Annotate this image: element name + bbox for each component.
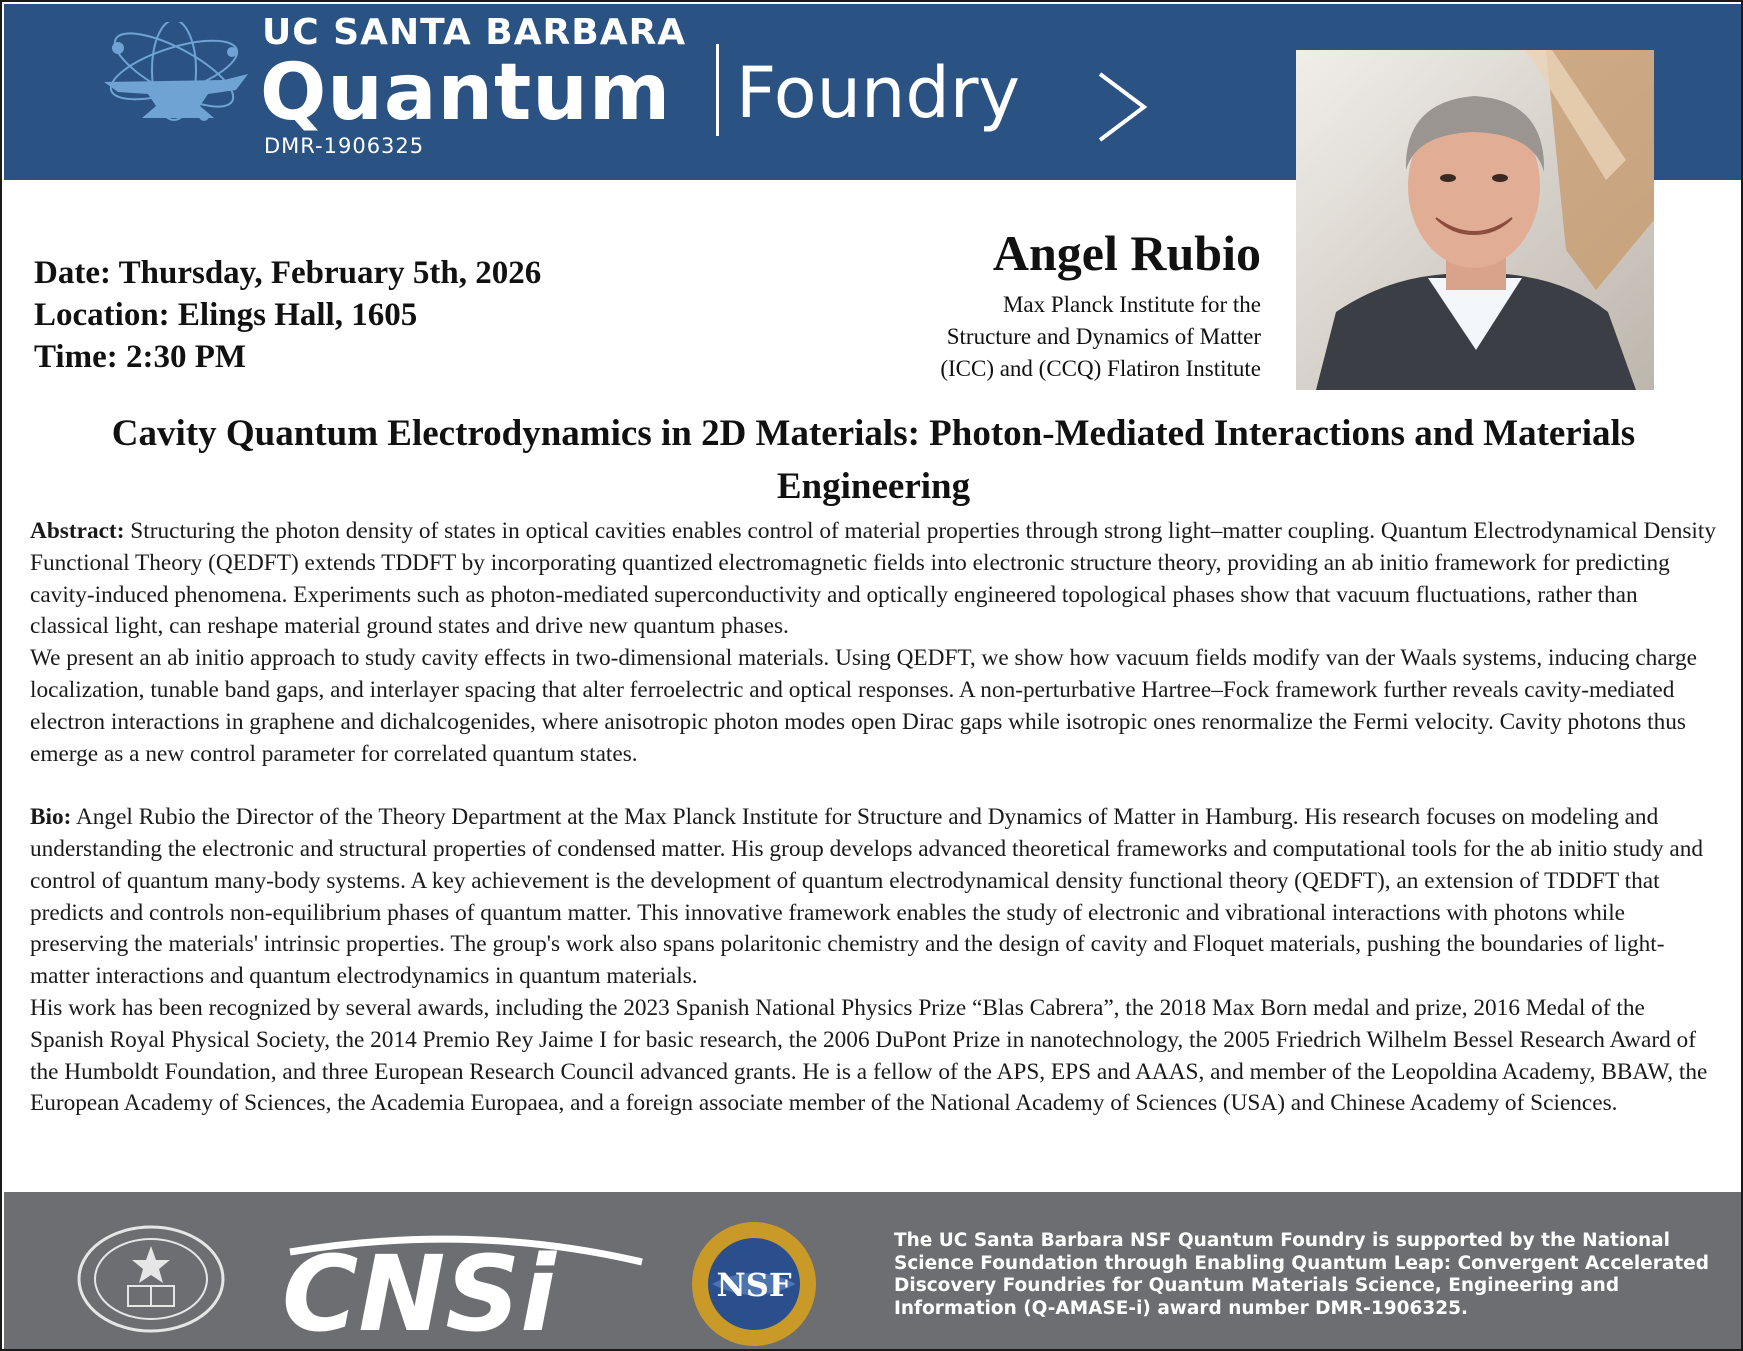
anvil-atom-logo-icon <box>96 22 256 132</box>
abstract-paragraph <box>30 516 1720 643</box>
event-date: Date: Thursday, February 5th, 2026 <box>34 255 542 291</box>
chevron-right-icon <box>1094 66 1152 148</box>
event-time: Time: 2:30 PM <box>34 339 247 375</box>
bio-label: Bio: <box>30 804 72 831</box>
funding-note: The UC Santa Barbara NSF Quantum Foundry is supported by the National Science Foundation through Enabling Quantum Leap: Convergent Accelerated Discovery Foundries for Quantum Materials Science, Engineering and Information (Q-AMASE-i) award number DMR-1906325. <box>894 1230 1709 1319</box>
university-seal-icon <box>76 1224 226 1334</box>
award-code: DMR-1906325 <box>264 134 425 158</box>
speaker-portrait-icon <box>1296 50 1654 390</box>
program-name-secondary: Foundry <box>736 52 1020 134</box>
bio-paragraph <box>30 802 1720 993</box>
talk-body <box>30 516 1720 1120</box>
cnsi-logo-icon <box>272 1232 650 1342</box>
nsf-wordmark: NSF <box>716 1266 792 1304</box>
nsf-logo-icon <box>684 1222 824 1347</box>
abstract-label: Abstract: <box>30 518 125 544</box>
speaker-name: Angel Rubio <box>992 225 1261 281</box>
institution-name: UC SANTA BARBARA <box>262 12 687 53</box>
footer-band <box>4 1192 1743 1351</box>
talk-title: Cavity Quantum Electrodynamics in 2D Materials: Photon-Mediated Interactions and Materials Engineering <box>111 413 1636 507</box>
abstract-paragraph-2: We present an ab initio approach to study cavity effects in two-dimensional materials. Using QEDFT, we show how vacuum fields modify van der Waals systems, inducing charge localization, tunable band gaps, and interlayer spacing that alter ferroelectric and optical responses. A non-perturbative Hartree–Fock framework further reveals cavity-mediated electron interactions in graphene and dichalcogenides, where anisotropic photon modes open Dirac gaps while isotropic ones renormalize the Fermi velocity. Cavity photons thus emerge as a new control parameter for correlated quantum states. <box>30 645 1697 767</box>
speaker-photo <box>1296 50 1654 390</box>
abstract-text: Structuring the photon density of states in optical cavities enables control of material properties through strong light–matter coupling. Quantum Electrodynamical Density Functional Theory (QEDFT) extends TDDFT by incorporating quantized electromagnetic fields into electronic structure theory, providing an ab initio framework for predicting cavity-induced phenomena. Experiments such as photon-mediated superconductivity and optically engineered topological phases show that vacuum fluctuations, rather than classical light, can reshape material ground states and drive new quantum phases. <box>30 518 1717 640</box>
bio-paragraph-2: His work has been recognized by several awards, including the 2023 Spanish National Physics Prize “Blas Cabrera”, the 2018 Max Born medal and prize, 2016 Medal of the Spanish Royal Physical Society, the 2014 Premio Rey Jaime I for basic research, the 2006 DuPont Prize in nanotechnology, the 2005 Friedrich Wilhelm Bessel Research Award of the Humboldt Foundation, and three European Research Council advanced grants. He is a fellow of the APS, EPS and AAAS, and member of the Leopoldina Academy, BBAW, the European Academy of Sciences, the Academia Europaea, and a foreign associate member of the National Academy of Sciences (USA) and Chinese Academy of Sciences. <box>30 994 1708 1117</box>
speaker-affiliation <box>940 289 1261 385</box>
event-location: Location: Elings Hall, 1605 <box>34 297 418 333</box>
affiliation-line: Max Planck Institute for the <box>1002 292 1261 317</box>
paragraph-spacer <box>30 770 1720 802</box>
program-name-primary: Quantum <box>260 48 672 138</box>
cnsi-wordmark: CNSi <box>282 1233 556 1342</box>
event-details <box>34 252 541 378</box>
bio-text: Angel Rubio the Director of the Theory Department at the Max Planck Institute for Structure and Dynamics of Matter in Hamburg. His research focuses on modeling and understanding the electronic and structural properties of condensed matter. His group develops advanced theoretical frameworks and computational tools for the ab initio study and control of quantum many-body systems. A key achievement is the development of quantum electrodynamical density functional theory (QEDFT), an extension of TDDFT that predicts and controls non-equilibrium phases of quantum matter. This innovative framework enables the study of electronic and vibrational interactions with photons while preserving the materials' intrinsic properties. The group's work also spans polaritonic chemistry and the design of cavity and Floquet materials, pushing the boundaries of light-matter interactions and quantum electrodynamics in quantum materials. <box>30 804 1703 990</box>
header-divider <box>716 44 719 136</box>
affiliation-line: (ICC) and (CCQ) Flatiron Institute <box>940 356 1261 381</box>
affiliation-line: Structure and Dynamics of Matter <box>946 324 1261 349</box>
